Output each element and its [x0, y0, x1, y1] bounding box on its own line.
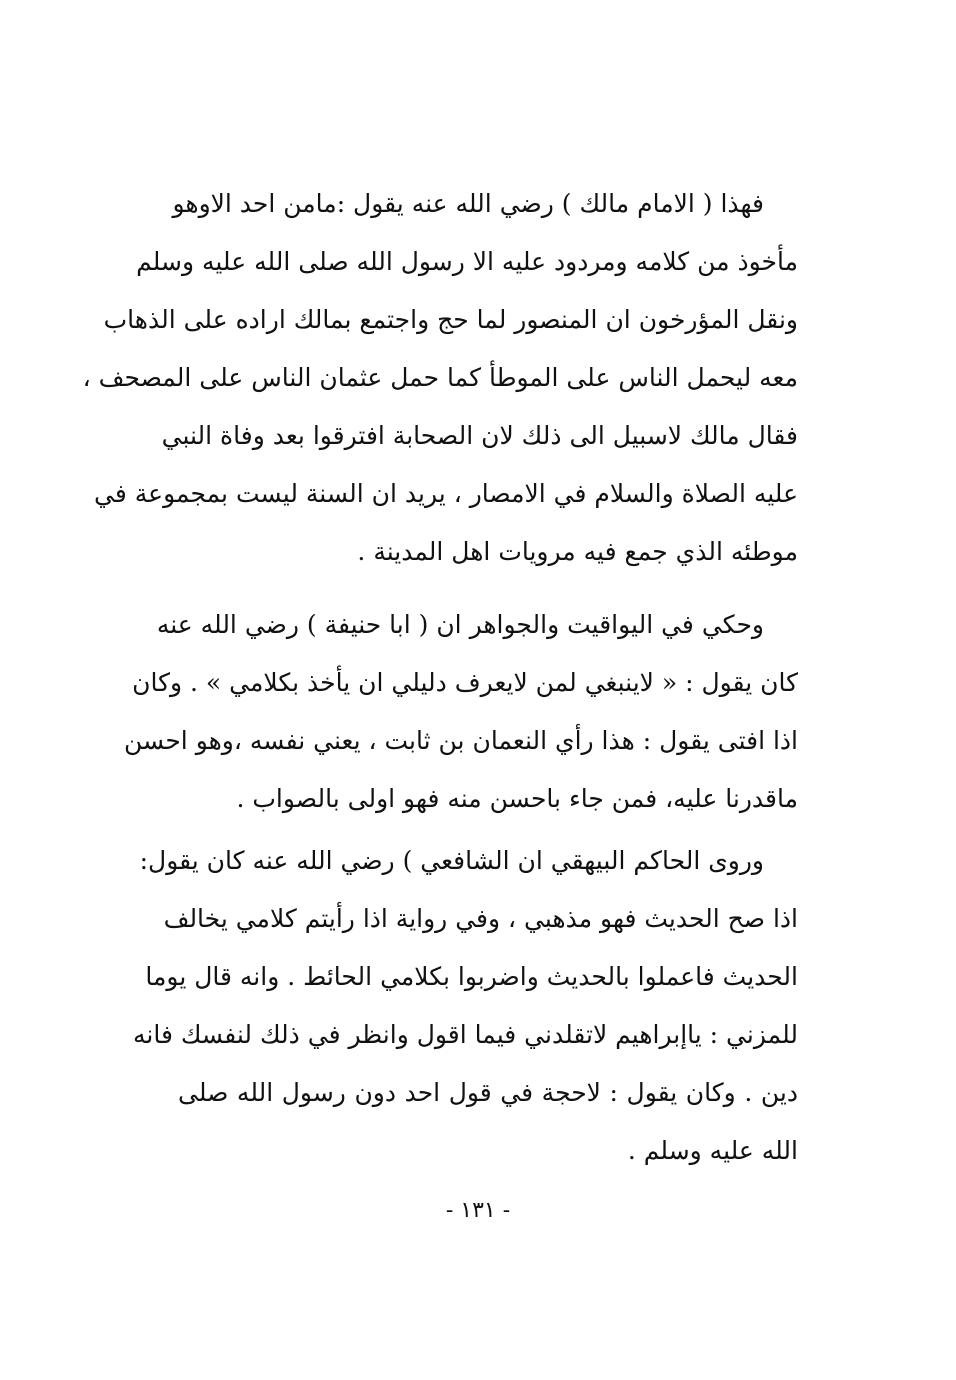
text-line: عليه الصلاة والسلام في الامصار ، يريد ان السنة ليست بمجموعة في [94, 479, 798, 508]
text-line: دين . وكان يقول : لاحجة في قول احد دون رسول الله صلى [178, 1078, 798, 1107]
paragraph-imam-malik [82, 175, 798, 581]
page-number: - ١٣١ - [445, 1198, 511, 1223]
text-line: الحديث فاعملوا بالحديث واضربوا بكلامي الحائط . وانه قال يوما [145, 962, 798, 991]
text-line: ماقدرنا عليه، فمن جاء باحسن منه فهو اولى بالصواب . [236, 784, 798, 813]
text-line: كان يقول : « لاينبغي لمن لايعرف دليلي ان يأخذ بكلامي » . وكان [132, 668, 798, 697]
text-line: اذا افتى يقول : هذا رأي النعمان بن ثابت ، يعني نفسه ،وهو احسن [124, 726, 798, 755]
paragraph-abu-hanifa [124, 596, 798, 828]
text-line: معه ليحمل الناس على الموطأ كما حمل عثمان الناس على المصحف ، [82, 363, 798, 392]
text-line: للمزني : ياإبراهيم لاتقلدني فيما اقول وانظر في ذلك لنفسك فانه [132, 1020, 798, 1049]
text-line: اذا صح الحديث فهو مذهبي ، وفي رواية اذا رأيتم كلامي يخالف [163, 904, 798, 933]
text-line: ونقل المؤرخون ان المنصور لما حج واجتمع بمالك اراده على الذهاب [103, 305, 798, 334]
text-line: فهذا ( الامام مالك ) رضي الله عنه يقول :مامن احد الاوهو [172, 189, 764, 218]
text-line: مأخوذ من كلامه ومردود عليه الا رسول الله صلى الله عليه وسلم [136, 247, 798, 276]
text-line: الله عليه وسلم . [627, 1136, 798, 1165]
text-line: وروى الحاكم البيهقي ان الشافعي ) رضي الله عنه كان يقول: [139, 846, 764, 875]
text-line: موطئه الذي جمع فيه مرويات اهل المدينة . [357, 537, 798, 566]
text-line: وحكي في اليواقيت والجواهر ان ( ابا حنيفة ) رضي الله عنه [156, 610, 764, 639]
paragraph-al-shafii [132, 832, 798, 1180]
text-line: فقال مالك لاسبيل الى ذلك لان الصحابة افترقوا بعد وفاة النبي [161, 421, 798, 450]
